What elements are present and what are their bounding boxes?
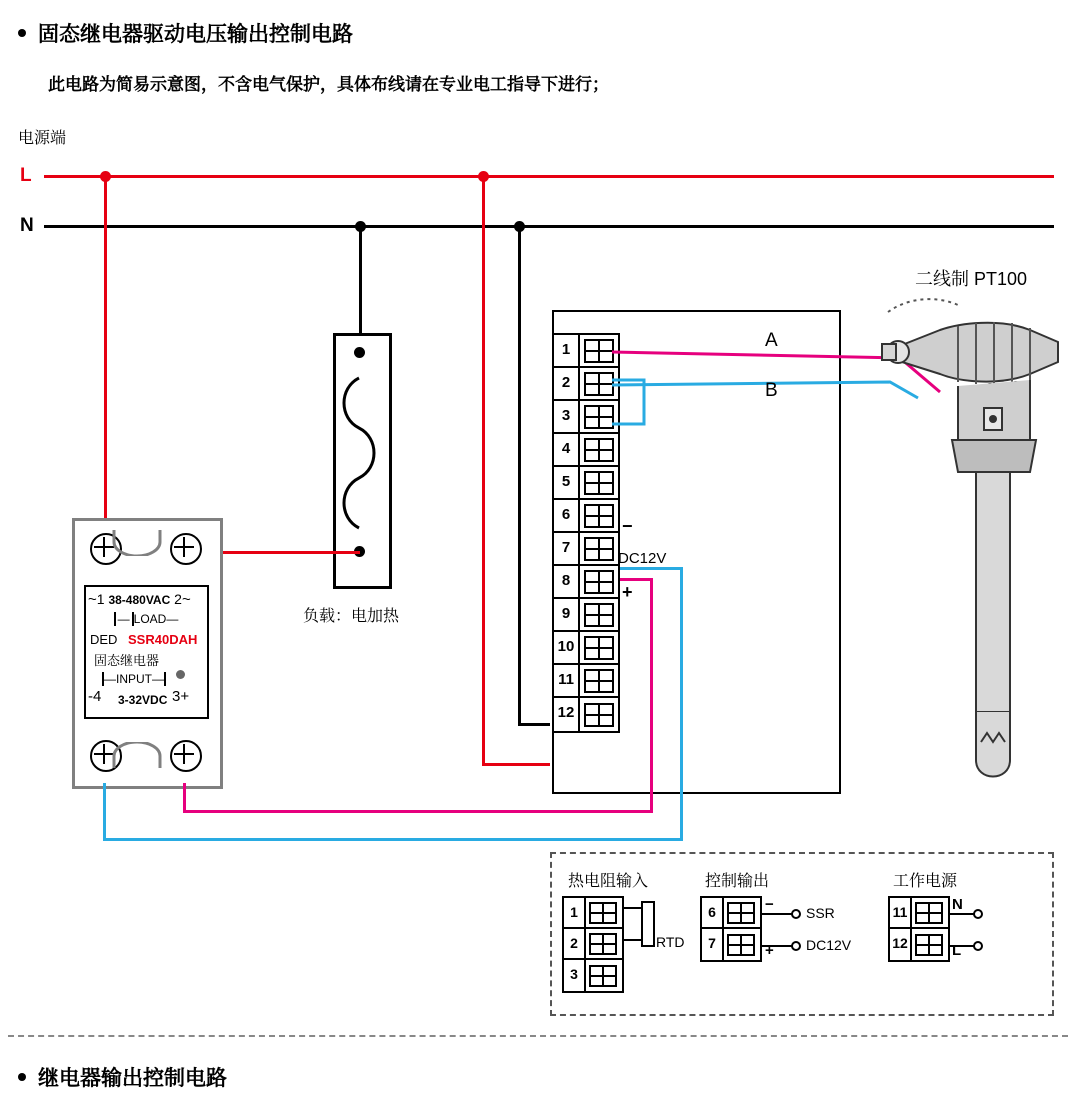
wire-line-n [44, 225, 1054, 228]
terminal-number: 7 [554, 533, 580, 564]
wire-ssr-minus-h [103, 838, 683, 841]
terminal-row-8[interactable] [554, 566, 618, 599]
terminal-number: 8 [554, 566, 580, 597]
ssr-bottom-bridge-icon [112, 742, 162, 768]
ssr-ac-spec: 38-480VAC [108, 593, 171, 607]
line-n-label: N [20, 215, 34, 236]
bullet-icon [18, 1073, 26, 1081]
node-coil-top [354, 347, 365, 358]
terminal-row-9[interactable] [554, 599, 618, 632]
legend-row[interactable] [890, 898, 948, 929]
terminal-number: 3 [564, 960, 586, 991]
terminal-screw[interactable] [584, 669, 614, 693]
wire-ssr-minus-up [680, 567, 683, 841]
load-caption: 负载：电加热 [303, 608, 400, 625]
legend-group2-leads-icon [762, 900, 812, 960]
wire-ssr-plus-up [650, 578, 653, 813]
legend-row[interactable] [564, 898, 622, 929]
legend-group1-terminals [562, 896, 624, 993]
terminal-number: 2 [554, 368, 580, 399]
wire-ssr-plus-h [183, 810, 653, 813]
terminal-number: 1 [554, 335, 580, 366]
ssr-cn-name: 固态继电器 [94, 653, 160, 668]
ssr-output-line: ~1 38-480VAC 2~ [88, 591, 191, 608]
legend-row[interactable] [890, 929, 948, 960]
wire-ssr-plus-down [183, 783, 186, 813]
terminal-screw[interactable] [584, 570, 614, 594]
terminal-number: 11 [554, 665, 580, 696]
terminal-row-11[interactable] [554, 665, 618, 698]
sensor-wire-b-label: B [765, 380, 778, 401]
legend-row[interactable] [564, 960, 622, 991]
ssr-dc-spec: 3-32VDC [118, 693, 168, 707]
terminal-row-12[interactable] [554, 698, 618, 731]
sensor-title: 二线制 PT100 [915, 269, 1028, 289]
ssr-input-label: —INPUT— [104, 672, 164, 686]
wire-term6-cyan [620, 567, 683, 570]
section2-heading [18, 1062, 227, 1092]
ssr-load-line: — LOAD— [96, 612, 196, 626]
terminal-number: 6 [702, 898, 724, 927]
wire-line-l [44, 175, 1054, 178]
terminal-number: 10 [554, 632, 580, 663]
ssr-load-label: LOAD [133, 612, 167, 626]
terminal-row-4[interactable] [554, 434, 618, 467]
ssr-model: SSR40DAH [128, 632, 198, 647]
line-l-label: L [20, 165, 32, 186]
terminal-screw[interactable] [727, 934, 755, 956]
legend-group1-title: 热电阻输入 [568, 873, 649, 890]
terminal-number: 12 [890, 929, 912, 960]
terminal-screw[interactable] [727, 902, 755, 924]
legend-group3-title: 工作电源 [893, 873, 958, 890]
terminal-number: 3 [554, 401, 580, 432]
sensor-wire-a-label: A [765, 330, 778, 351]
terminal-number: 11 [890, 898, 912, 927]
legend-row[interactable] [702, 898, 760, 929]
legend-group3-leads-icon [950, 900, 1000, 960]
terminal-screw[interactable] [584, 703, 614, 727]
wire-term11-h [518, 723, 550, 726]
terminal-number: 9 [554, 599, 580, 630]
wire-l-to-term12 [482, 176, 485, 766]
terminal-screw[interactable] [915, 902, 943, 924]
controller-dc-label: DC12V [618, 550, 667, 567]
terminal-number: 1 [564, 898, 586, 927]
section1-heading [18, 18, 353, 48]
ssr-led-icon [176, 670, 185, 679]
sensor-jumper-2-3 [608, 372, 654, 434]
terminal-row-10[interactable] [554, 632, 618, 665]
terminal-screw[interactable] [584, 471, 614, 495]
rtd-label: RTD [656, 934, 685, 950]
legend-n-label: N [952, 896, 963, 913]
terminal-number: 2 [564, 929, 586, 958]
terminal-screw[interactable] [584, 603, 614, 627]
terminal-row-6[interactable] [554, 500, 618, 533]
legend-row[interactable] [564, 929, 622, 960]
legend-group3-terminals [888, 896, 950, 962]
ssr-terminal-2-screw [170, 533, 202, 565]
section1-subtitle: 此电路为简易示意图，不含电气保护，具体布线请在专业电工指导下进行； [48, 75, 609, 94]
terminal-screw[interactable] [584, 537, 614, 561]
legend-l-label: L [952, 942, 962, 959]
wire-n-to-term11 [518, 226, 521, 726]
terminal-number: 7 [702, 929, 724, 960]
terminal-screw[interactable] [584, 504, 614, 528]
legend-group2-plus: + [765, 942, 774, 959]
bullet-icon [18, 29, 26, 37]
ssr-terminal-3-label: 3+ [172, 688, 190, 705]
terminal-screw[interactable] [584, 636, 614, 660]
ssr-brand: DED [90, 632, 118, 647]
wire-term12-h [482, 763, 550, 766]
ssr-terminal-1-label: 1 [96, 591, 105, 607]
legend-row[interactable] [702, 929, 760, 960]
section-divider [8, 1035, 1068, 1037]
terminal-number: 6 [554, 500, 580, 531]
controller-minus-label: − [622, 516, 633, 536]
legend-dc12v-label: DC12V [806, 937, 852, 953]
terminal-screw[interactable] [589, 965, 617, 987]
power-source-label: 电源端 [18, 130, 67, 147]
wire-ssr-to-coil [212, 551, 360, 554]
terminal-number: 5 [554, 467, 580, 498]
terminal-row-7[interactable] [554, 533, 618, 566]
controller-plus-label: + [622, 582, 633, 602]
terminal-number: 12 [554, 698, 580, 731]
legend-group2-minus: − [765, 896, 774, 913]
section2-title: 继电器输出控制电路 [38, 1067, 227, 1090]
section1-title: 固态继电器驱动电压输出控制电路 [38, 23, 353, 46]
ssr-top-bridge-icon [112, 530, 162, 556]
terminal-screw[interactable] [589, 933, 617, 955]
ssr-terminal-2-label: 2 [174, 591, 182, 607]
wire-term7-mag [620, 578, 653, 581]
terminal-screw[interactable] [589, 902, 617, 924]
terminal-number: 4 [554, 434, 580, 465]
wire-l-to-ssr [104, 176, 107, 531]
wire-ssr-minus-down [103, 783, 106, 841]
legend-group2-terminals [700, 896, 762, 962]
legend-ssr-label: SSR [806, 905, 835, 921]
rtd-symbol-icon [620, 896, 670, 964]
ssr-terminal-4-label: -4 [88, 688, 102, 705]
legend-group2-title: 控制输出 [705, 873, 770, 890]
pt100-sensor-icon [880, 290, 1070, 810]
terminal-row-5[interactable] [554, 467, 618, 500]
terminal-screw[interactable] [584, 438, 614, 462]
ssr-terminal-3-screw [170, 740, 202, 772]
terminal-screw[interactable] [915, 934, 943, 956]
